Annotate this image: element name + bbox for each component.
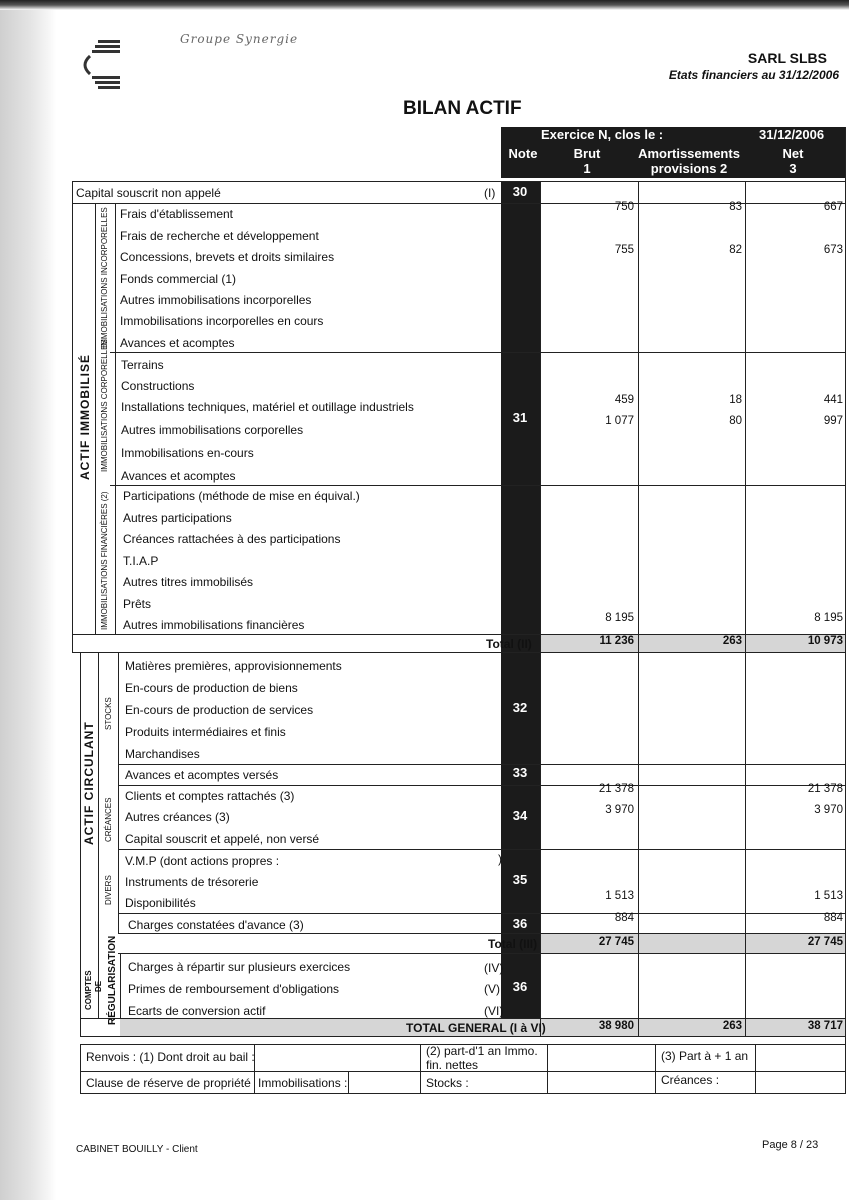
row-brut: 884 — [614, 912, 634, 924]
note-column — [501, 181, 540, 1018]
column-header — [501, 127, 846, 178]
row-label: Marchandises — [125, 747, 200, 761]
net-number: 3 — [789, 161, 797, 176]
row-amort: 82 — [729, 244, 742, 256]
renvois-part1-b: fin. nettes — [426, 1058, 479, 1072]
roman-i: (I) — [484, 186, 496, 200]
renvois-part3: (3) Part à + 1 an — [661, 1049, 749, 1063]
amort-header: Amortissements — [638, 146, 740, 161]
row-label: Créances rattachées à des participations — [123, 532, 341, 546]
row-label: Primes de remboursement d'obligations — [128, 982, 340, 996]
note-36a: 36 — [512, 916, 528, 931]
row-label: Installations techniques, matériel et outillage industriels — [121, 400, 414, 414]
vmp-paren: ) — [498, 852, 502, 866]
row-label: T.I.A.P — [123, 554, 159, 568]
row-label: Matières premières, approvisionnements — [125, 659, 342, 673]
note-31: 31 — [512, 410, 528, 425]
row-label: Charges constatées d'avance (3) — [128, 918, 304, 932]
amort-header-2: provisions 2 — [650, 161, 728, 176]
row-label: Clients et comptes rattachés (3) — [125, 789, 295, 803]
total-general-brut: 38 980 — [598, 1020, 634, 1032]
row-label: Autres titres immobilisés — [123, 575, 254, 589]
section-comptes: COMPTES — [84, 970, 93, 1010]
row-brut: 750 — [614, 201, 634, 213]
row-label: Terrains — [121, 358, 164, 372]
brut-header: Brut — [573, 146, 601, 161]
row-net: 884 — [823, 912, 843, 924]
row-brut: 755 — [614, 244, 634, 256]
footer-left: CABINET BOUILLY - Client — [76, 1144, 198, 1155]
section-divers: DIVERS — [104, 875, 113, 905]
total-general-label: TOTAL GENERAL (I à VI) — [406, 1021, 546, 1035]
section-comptes-de: DE — [94, 980, 103, 992]
company-name: SARL SLBS — [747, 50, 827, 66]
row-amort: 83 — [729, 201, 742, 213]
row-net: 667 — [823, 201, 843, 213]
capital-non-appele-label: Capital souscrit non appelé — [76, 186, 221, 200]
row-net: 21 378 — [807, 783, 843, 795]
row-net: 673 — [823, 244, 843, 256]
row-label: Immobilisations en-cours — [121, 446, 254, 460]
row-net: 8 195 — [814, 612, 843, 624]
total-ii-brut: 11 236 — [599, 635, 634, 647]
row-brut: 1 077 — [605, 415, 634, 427]
note-32: 32 — [512, 700, 528, 715]
row-label: Frais de recherche et développement — [120, 229, 319, 243]
net-header: Net — [782, 146, 804, 161]
total-general-net: 38 717 — [807, 1020, 843, 1032]
brut-number: 1 — [583, 161, 591, 176]
clause-label: Clause de réserve de propriété — [86, 1076, 251, 1090]
total-ii-amort: 263 — [722, 635, 742, 647]
row-brut: 21 378 — [598, 783, 634, 795]
row-label: Avances et acomptes — [121, 469, 236, 483]
row-label: Immobilisations incorporelles en cours — [120, 314, 324, 328]
statement-subtitle: Etats financiers au 31/12/2006 — [668, 68, 839, 82]
row-net: 997 — [823, 415, 843, 427]
clause-immo: Immobilisations : — [258, 1076, 348, 1090]
row-net: 441 — [823, 394, 843, 406]
exercice-label: Exercice N, clos le : — [541, 127, 664, 142]
total-ii-label: Total (II) — [486, 637, 532, 651]
row-label: Concessions, brevets et droits similaires — [120, 250, 335, 264]
row-label: Autres participations — [123, 511, 232, 525]
row-label: Capital souscrit et appelé, non versé — [125, 832, 320, 846]
total-iii-net: 27 745 — [807, 936, 843, 948]
note-header: Note — [508, 146, 538, 161]
row-label: En-cours de production de biens — [125, 681, 298, 695]
row-brut: 1 513 — [605, 890, 634, 902]
row-net: 3 970 — [814, 804, 843, 816]
total-general-amort: 263 — [722, 1020, 742, 1032]
row-brut: 3 970 — [605, 804, 634, 816]
row-label: Autres créances (3) — [125, 810, 230, 824]
row-label: Participations (méthode de mise en équival.) — [123, 489, 360, 503]
row-net: 1 513 — [814, 890, 843, 902]
roman-iv: (IV) — [484, 961, 504, 975]
row-label: Constructions — [121, 379, 195, 393]
note-36b: 36 — [512, 979, 528, 994]
row-label: Autres immobilisations corporelles — [121, 423, 304, 437]
roman-vi: (VI) — [484, 1004, 504, 1018]
scan-binding-shadow — [0, 0, 56, 1200]
row-label: Fonds commercial (1) — [120, 272, 237, 286]
page-title: BILAN ACTIF — [403, 98, 522, 119]
row-amort: 80 — [729, 415, 742, 427]
section-creances: CRÉANCES — [104, 797, 113, 842]
row-label: Ecarts de conversion actif — [128, 1004, 266, 1018]
row-label: Instruments de trésorerie — [125, 875, 259, 889]
row-brut: 8 195 — [605, 612, 634, 624]
row-label: Produits intermédiaires et finis — [125, 725, 286, 739]
brand-signature: Groupe Synergie — [180, 32, 299, 46]
exercice-date: 31/12/2006 — [759, 127, 825, 142]
total-iii-label: Total (III) — [488, 937, 538, 951]
row-label: En-cours de production de services — [125, 703, 314, 717]
note-33: 33 — [512, 765, 528, 780]
section-stocks: STOCKS — [104, 697, 113, 730]
row-label: Avances et acomptes versés — [125, 768, 279, 782]
clause-stocks: Stocks : — [426, 1076, 469, 1090]
row-label: Autres immobilisations financières — [123, 618, 305, 632]
row-label: Autres immobilisations incorporelles — [120, 293, 312, 307]
section-immo-financieres: IMMOBILISATIONS FINANCIÈRES (2) — [100, 491, 109, 630]
section-actif-circulant: ACTIF CIRCULANT — [82, 721, 96, 845]
row-label: Frais d'établissement — [120, 207, 234, 221]
row-amort: 18 — [729, 394, 742, 406]
row-label: Charges à répartir sur plusieurs exercices — [128, 960, 351, 974]
note-30: 30 — [512, 184, 528, 199]
scan-top-edge — [0, 0, 849, 10]
renvois-part1-a: (2) part-d'1 an Immo. — [426, 1044, 538, 1058]
row-label: Prêts — [123, 597, 152, 611]
section-regularisation: RÉGULARISATION — [107, 935, 118, 1025]
note-34: 34 — [512, 808, 528, 823]
clause-creances: Créances : — [661, 1073, 720, 1087]
row-label: V.M.P (dont actions propres : — [125, 854, 280, 868]
note-35: 35 — [512, 872, 528, 887]
roman-v: (V) — [484, 982, 500, 996]
section-immo-incorporelles: IMMOBILISATIONS INCORPORELLES — [100, 207, 109, 348]
renvois-label: Renvois : (1) Dont droit au bail : — [86, 1050, 255, 1064]
total-ii-net: 10 973 — [807, 635, 843, 647]
company-logo — [78, 38, 124, 92]
row-label: Disponibilités — [125, 896, 196, 910]
section-actif-immobilise: ACTIF IMMOBILISÉ — [78, 354, 92, 480]
footer-page: Page 8 / 23 — [762, 1139, 819, 1151]
row-brut: 459 — [614, 394, 634, 406]
total-iii-brut: 27 745 — [598, 936, 634, 948]
row-label: Avances et acomptes — [120, 336, 235, 350]
section-immo-corporelles: IMMOBILISATIONS CORPORELLES — [100, 339, 109, 472]
